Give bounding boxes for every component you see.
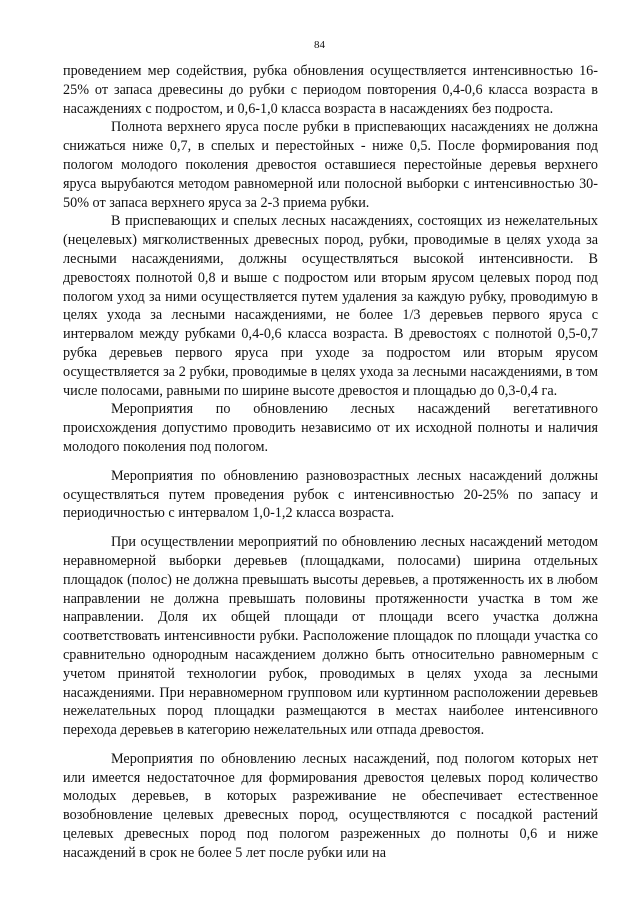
page-number: 84 bbox=[314, 39, 325, 51]
paragraph: проведением мер содействия, рубка обновления осуществляется интенсивностью 16-25% от запаса древесины до рубки с периодом повторения 0,4-0,6 класса возраста в насаждениях с подростом, и 0,6-1,0 класса возраста в насаждениях без подроста. bbox=[63, 63, 598, 117]
document-body bbox=[63, 62, 598, 863]
paragraph: Полнота верхнего яруса после рубки в приспевающих насаждениях не должна снижаться ниже 0,7, в спелых и перестойных - ниже 0,5. После формирования под пологом молодого поколения древостоя оставшиеся перестойные деревья верхнего яруса вырубаются методом равномерной или полосной выборки с интенсивностью 30-50% от запаса верхнего яруса за 2-3 приема рубки. bbox=[63, 119, 598, 211]
paragraph: При осуществлении мероприятий по обновлению лесных насаждений методом неравномерной выборки деревьев (площадками, полосами) ширина отдельных площадок (полос) не должна превышать высоты деревьев, а протяженность их в любом направлении не должна превышать половины протяженности участка в том же направлении. Доля их общей площади от площади всего участка должна соответствовать интенсивности рубки. Расположение площадок по площади участка со сравнительно однородным насаждением должно быть относительно равномерным с учетом принятой технологии рубок, проводимых в целях ухода за лесными насаждениями. При неравномерном групповом или куртинном расположении деревьев нежелательных пород площадки размещаются в местах наиболее интенсивного перехода деревьев в категорию нежелательных или отпада древостоя. bbox=[63, 534, 598, 739]
paragraph: В приспевающих и спелых лесных насаждениях, состоящих из нежелательных (нецелевых) мягколиственных древесных пород, рубки, проводимые в целях ухода за лесными насаждениями, должны осуществляться высокой интенсивности. В древостоях полнотой 0,8 и выше с подростом или вторым ярусом целевых пород под пологом уход за ними осуществляется путем удаления за каждую рубку, проводимую в целях ухода за лесными насаждениями, не более 1/3 деревьев первого яруса с интервалом между рубками 0,4-0,6 класса возраста. В древостоях с полнотой 0,5-0,7 рубка деревьев первого яруса при уходе за подростом или вторым ярусом осуществляется за 2 рубки, проводимые в целях ухода за лесными насаждениями, в том числе полосами, равными по ширине высоте древостоя и площадью до 0,3-0,4 га. bbox=[63, 213, 598, 399]
paragraph: Мероприятия по обновлению разновозрастных лесных насаждений должны осуществляться путем проведения рубок с интенсивностью 20-25% по запасу и периодичностью с интервалом 1,0-1,2 класса возраста. bbox=[63, 467, 598, 522]
paragraph: Мероприятия по обновлению лесных насаждений вегетативного происхождения допустимо проводить независимо от их исходной полноты и наличия молодого поколения под пологом. bbox=[63, 401, 598, 455]
paragraph: Мероприятия по обновлению лесных насаждений, под пологом которых нет или имеется недостаточное для формирования древостоя целевых пород количество молодых деревьев, в которых разреживание не обеспечивает естественное возобновление целевых древесных пород, осуществляются с посадкой растений целевых древесных пород под пологом разреженных до полноты 0,6 и ниже насаждений в срок не более 5 лет после рубки или на bbox=[63, 750, 598, 861]
